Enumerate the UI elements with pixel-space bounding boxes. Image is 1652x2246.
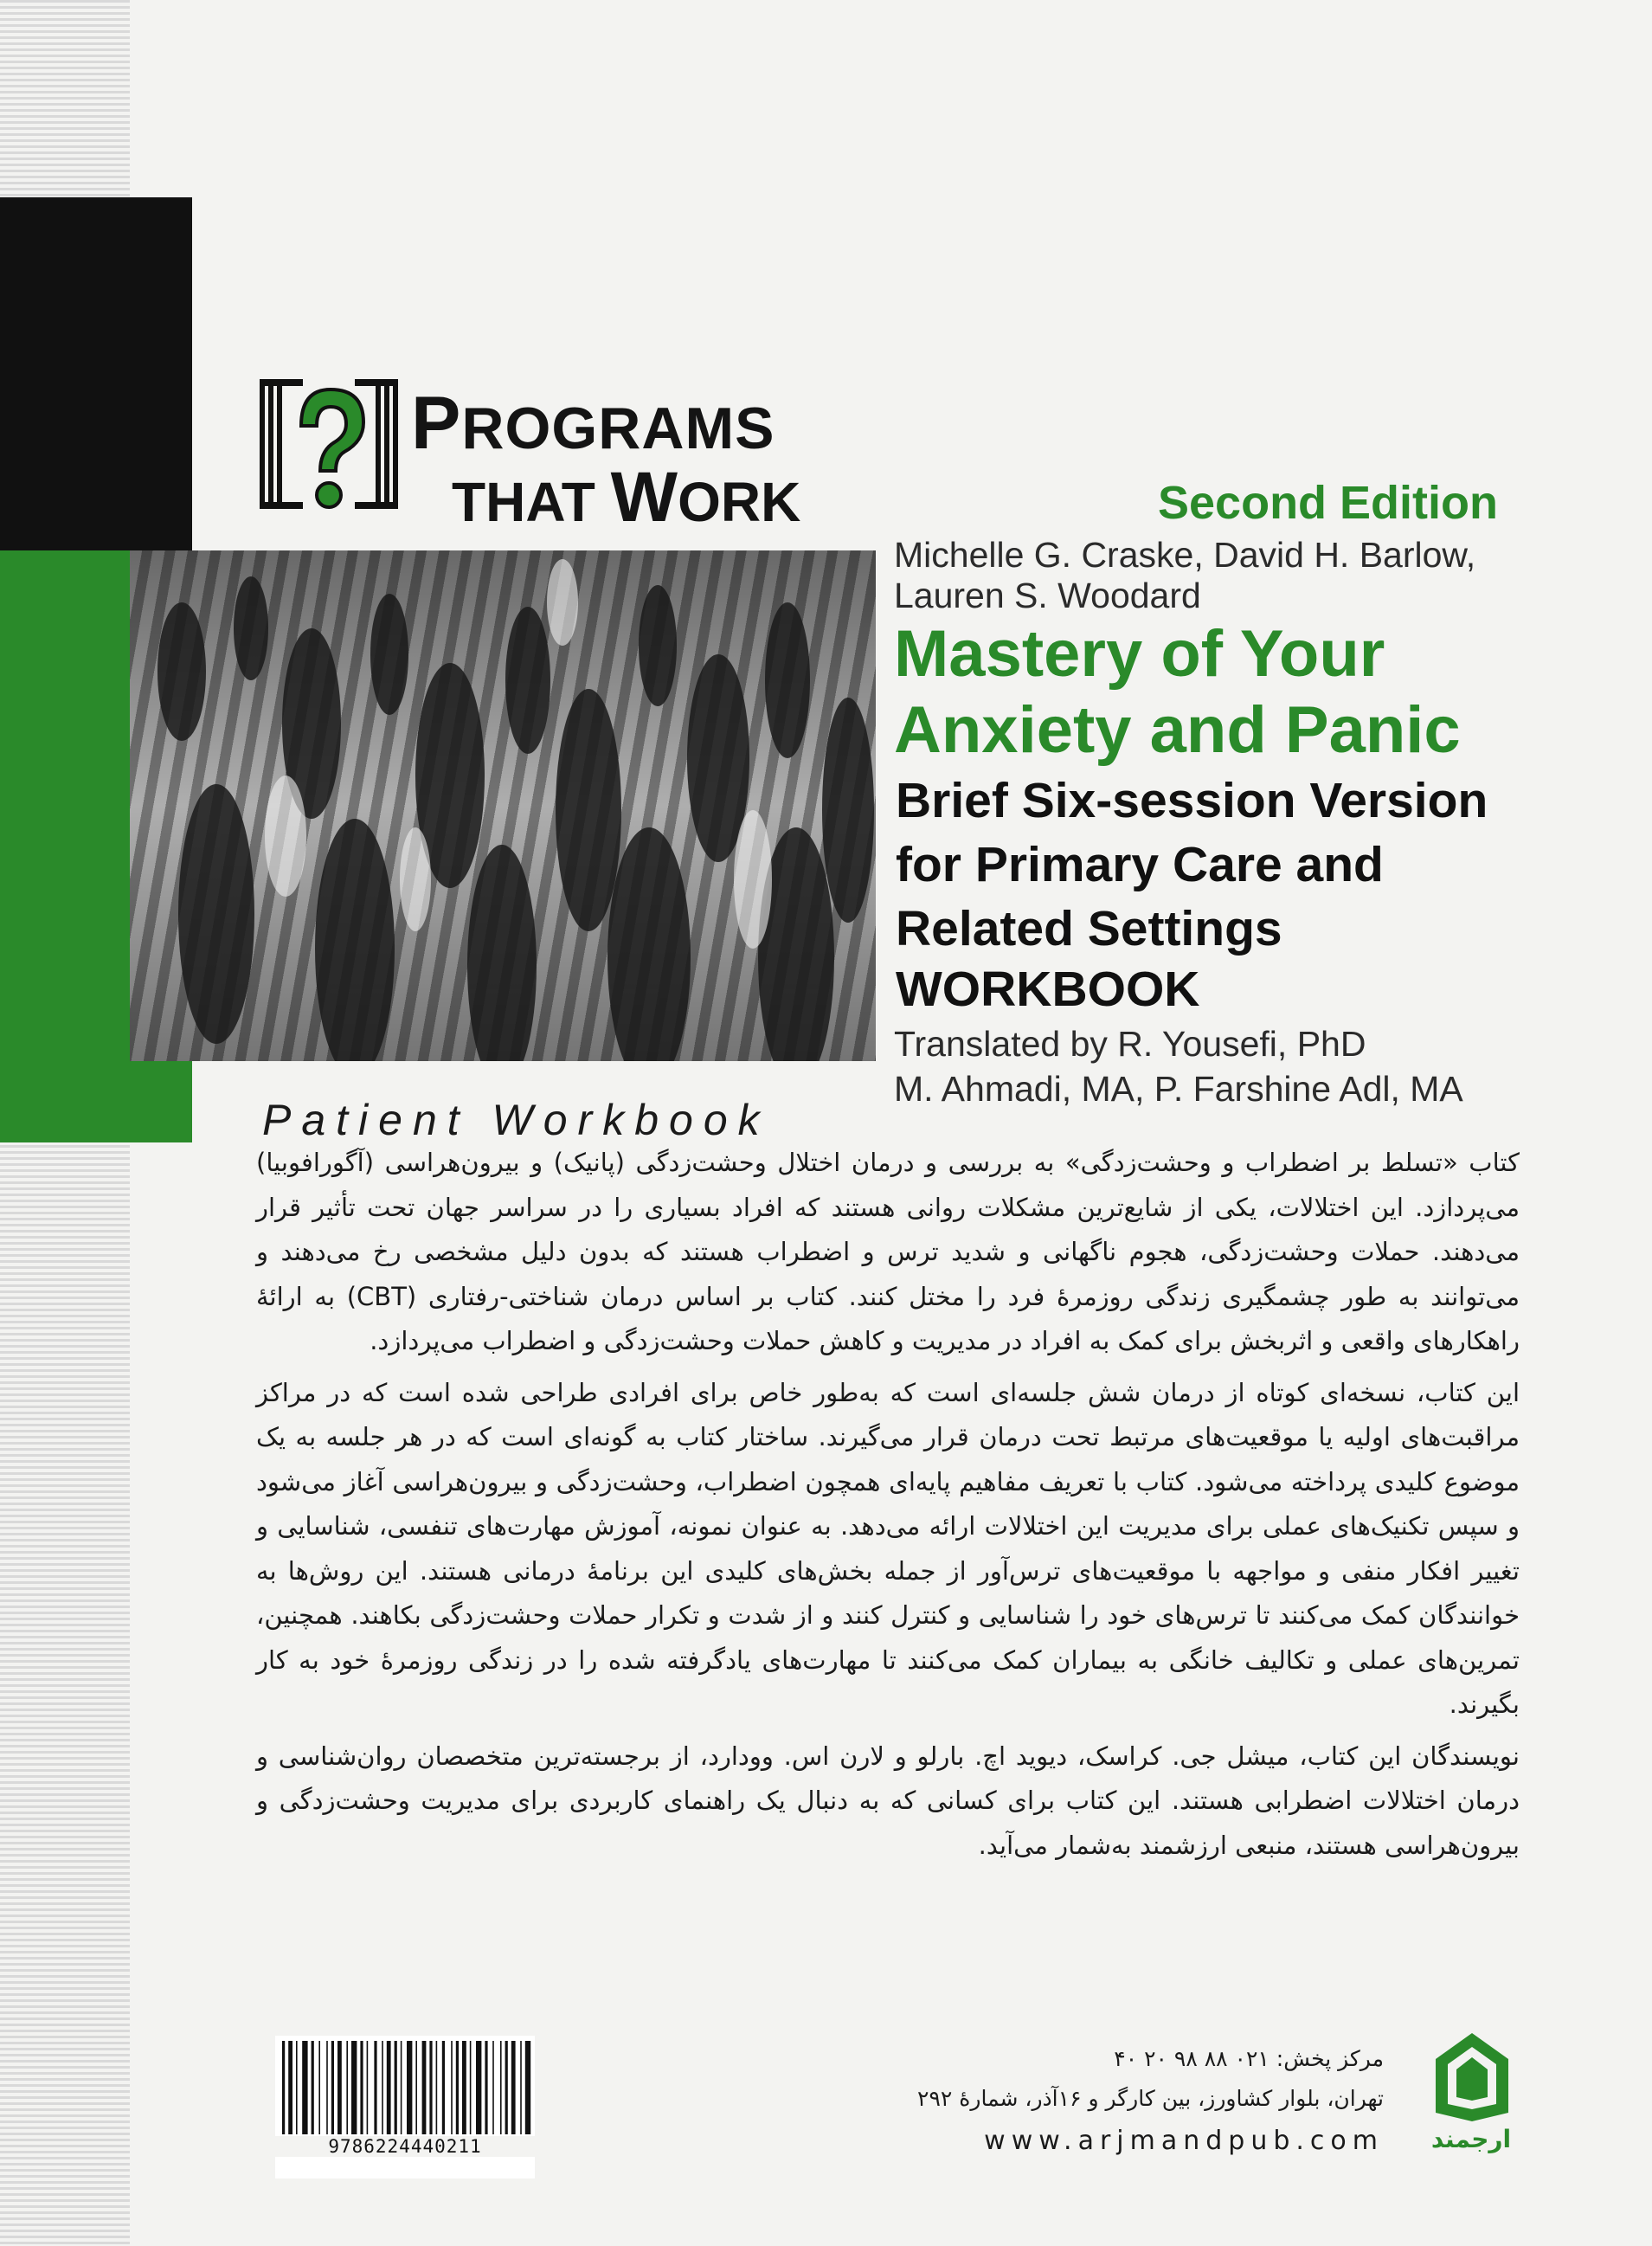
barcode-bar: [422, 2041, 427, 2134]
publisher-logo-icon: [1432, 2030, 1512, 2125]
barcode-bar: [296, 2041, 298, 2134]
barcode-bar: [429, 2041, 432, 2134]
barcode-bar: [387, 2041, 391, 2134]
barcode-bar: [401, 2041, 402, 2134]
barcode-bar: [442, 2041, 445, 2134]
barcode-bar: [500, 2041, 502, 2134]
series-title-line2: [452, 457, 800, 538]
barcode-bar: [492, 2041, 494, 2134]
barcode-bar: [312, 2041, 314, 2134]
edition-label: Second Edition: [1158, 477, 1499, 529]
publisher-address: تهران، بلوار کشاورز، بین کارگر و ۱۶آذر، شمارهٔ ۲۹۲: [917, 2086, 1384, 2111]
barcode-bar: [470, 2041, 472, 2134]
barcode-bar: [282, 2041, 285, 2134]
barcode-bar: [505, 2041, 508, 2134]
series-initial-w: W: [610, 458, 678, 537]
translators-line2: M. Ahmadi, MA, P. Farshine Adl, MA: [894, 1069, 1463, 1109]
barcode-bar: [382, 2041, 383, 2134]
barcode-bar: [462, 2041, 466, 2134]
series-that: THAT: [452, 471, 611, 533]
publisher-name: ارجمند: [1430, 2125, 1512, 2153]
patient-workbook-label: Patient Workbook: [262, 1096, 770, 1144]
description-paragraph-1: کتاب «تسلط بر اضطراب و وحشت‌زدگی» به بررسی و درمان اختلال وحشت‌زدگی (پانیک) و بیرون‌هراسی (آگورافوبیا) می‌پردازد. این اختلالات، یکی از شایع‌ترین مشکلات روانی هستند که افراد بسیاری را در سراسر جهان تحت تأثیر قرار می‌دهند. حملات وحشت‌زدگی، هجوم ناگهانی و شدید ترس و اضطراب هستند که بدون دلیل مشخصی رخ می‌دهند و می‌توانند به طور چشمگیری زندگی روزمرهٔ فرد را مختل کنند. کتاب بر اساس درمان شناختی-رفتاری (CBT) به ارائهٔ راهکارهای واقعی و اثربخش برای کمک به افراد در مدیریت و کاهش حملات وحشت‌زدگی و اضطراب می‌پردازد.: [256, 1148, 1520, 1355]
subtitle-line2: for Primary Care and: [896, 837, 1384, 892]
description-paragraph-3: نویسندگان این کتاب، میشل جی. کراسک، دیوید اچ. بارلو و لارن اس. وودارد، از برجسته‌ترین متخصصان روان‌شناسی و درمان اختلالات اضطرابی هستند. این کتاب برای کسانی که به دنبال یک راهنمای کاربردی برای مدیریت وحشت‌زدگی و بیرون‌هراسی هستند، منبعی ارزشمند به‌شمار می‌آید.: [256, 1741, 1520, 1860]
book-title-line1: Mastery of Your: [894, 617, 1385, 691]
crowd-crosswalk-photo: [130, 550, 876, 1061]
book-description: [256, 1141, 1520, 1875]
series-initial-p: P: [411, 382, 462, 465]
subtitle-line1: Brief Six-session Version: [896, 773, 1488, 828]
black-accent-block: [0, 197, 192, 550]
barcode-bar: [326, 2041, 328, 2134]
description-paragraph-2: این کتاب، نسخه‌ای کوتاه از درمان شش جلسه‌ای است که به‌طور خاص برای افرادی طراحی شده است که در مراکز مراقبت‌های اولیه یا موقعیت‌های مرتبط تحت درمان قرار می‌گیرند. ساختار کتاب به گونه‌ای است که در هر جلسه به یک موضوع کلیدی پرداخته می‌شود. کتاب با تعریف مفاهیم پایه‌ای همچون اضطراب، وحشت‌زدگی و بیرون‌هراسی آغاز می‌شود و سپس تکنیک‌های عملی برای مدیریت این اختلالات ارائه می‌دهد. به عنوان نمونه، آموزش مهارت‌های تنفسی، شناسایی و تغییر افکار منفی و مواجهه با موقعیت‌های ترس‌آور از جمله بخش‌های کلیدی این برنامهٔ درمانی هستند. این روش‌ها به خوانندگان کمک می‌کنند تا ترس‌های خود را شناسایی و کنترل کنند و از شدت و تکرار حملات وحشت‌زدگی بکاهند. همچنین، تمرین‌های عملی و تکالیف خانگی به بیماران کمک می‌کنند تا مهارت‌های یادگرفته شده را در زندگی روزمرهٔ خود به کار بگیرند.: [256, 1377, 1520, 1719]
distribution-center: مرکز پخش: ۰۲۱ ۸۸ ۹۸ ۲۰ ۴۰: [1114, 2046, 1384, 2071]
barcode-bar: [511, 2041, 516, 2134]
barcode-bar: [415, 2041, 417, 2134]
authors-line1: Michelle G. Craske, David H. Barlow,: [894, 535, 1476, 575]
subtitle-line3: Related Settings: [896, 901, 1282, 956]
barcode-bar: [456, 2041, 459, 2134]
barcode-bar: [436, 2041, 438, 2134]
barcode-bar: [302, 2041, 307, 2134]
isbn-digits: 9786224440211: [275, 2136, 535, 2157]
barcode-bar: [451, 2041, 453, 2134]
question-mark-logo-icon: [260, 374, 398, 521]
barcode-bar: [520, 2041, 522, 2134]
barcode-bar: [476, 2041, 481, 2134]
barcode-bar: [485, 2041, 487, 2134]
series-rest-rograms: ROGRAMS: [461, 396, 775, 461]
series-title-line1: [411, 381, 775, 467]
barcode-bar: [407, 2041, 412, 2134]
barcode-bar: [351, 2041, 357, 2134]
translators-line1: Translated by R. Yousefi, PhD: [894, 1024, 1366, 1064]
barcode-bar: [360, 2041, 363, 2134]
barcode-bar: [318, 2041, 320, 2134]
barcode-bar: [525, 2041, 530, 2134]
barcode-bar: [346, 2041, 348, 2134]
barcode-bar: [367, 2041, 369, 2134]
barcode-bar: [337, 2041, 342, 2134]
authors-line2: Lauren S. Woodard: [894, 576, 1201, 615]
barcode-bar: [331, 2041, 334, 2134]
subtitle-line4: WORKBOOK: [896, 962, 1200, 1017]
barcode-bar: [374, 2041, 376, 2134]
barcode-bar: [288, 2041, 292, 2134]
book-title-line2: Anxiety and Panic: [894, 693, 1461, 767]
isbn-barcode: [275, 2036, 535, 2178]
publisher-website[interactable]: www.arjmandpub.com: [984, 2126, 1384, 2156]
barcode-bar: [395, 2041, 397, 2134]
series-rest-ork: ORK: [678, 471, 801, 533]
